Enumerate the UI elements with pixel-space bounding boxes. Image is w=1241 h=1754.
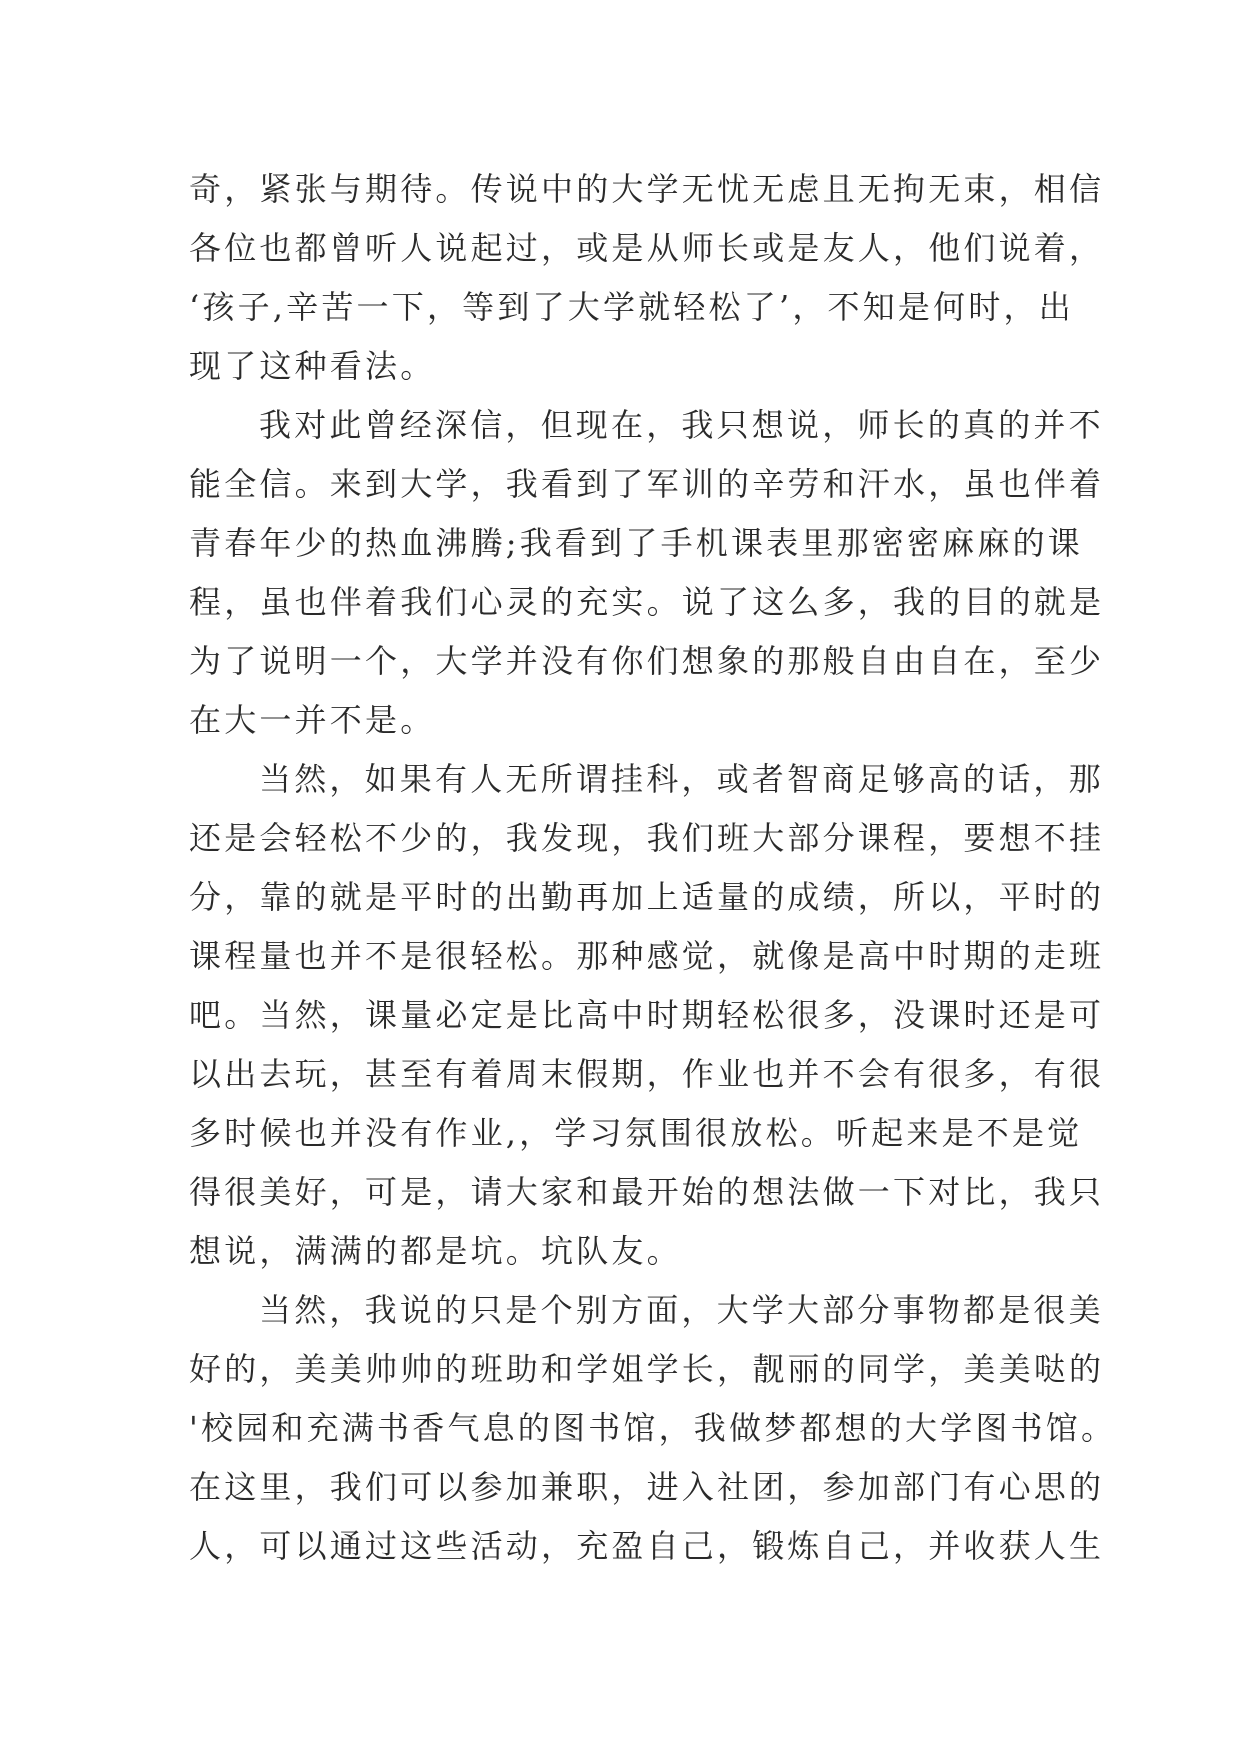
text-line: 还是会轻松不少的，我发现，我们班大部分课程，要想不挂	[189, 819, 1105, 857]
text-line: 为了说明一个，大学并没有你们想象的那般自由自在，至少	[189, 642, 1105, 680]
paragraph-first-line: 当然，如果有人无所谓挂科，或者智商足够高的话，那	[259, 760, 1104, 798]
text-line: 在大一并不是。	[189, 701, 436, 739]
text-line: 得很美好，可是，请大家和最开始的想法做一下对比，我只	[189, 1173, 1105, 1211]
text-line: '校园和充满书香气息的图书馆，我做梦都想的大学图书馆。	[189, 1409, 1117, 1447]
text-line: 程，虽也伴着我们心灵的充实。说了这么多，我的目的就是	[189, 583, 1105, 621]
text-line: 想说，满满的都是坑。坑队友。	[189, 1232, 682, 1270]
text-line: 能全信。来到大学，我看到了军训的辛劳和汗水，虽也伴着	[189, 465, 1105, 503]
text-line: 奇，紧张与期待。传说中的大学无忧无虑且无拘无束，相信	[189, 170, 1105, 208]
text-line: 人，可以通过这些活动，充盈自己，锻炼自己，并收获人生	[189, 1527, 1105, 1565]
text-line: 分，靠的就是平时的出勤再加上适量的成绩，所以，平时的	[189, 878, 1105, 916]
text-line: 以出去玩，甚至有着周末假期，作业也并不会有很多，有很	[189, 1055, 1105, 1093]
text-line: 青春年少的热血沸腾;我看到了手机课表里那密密麻麻的课	[189, 524, 1083, 562]
text-line: 现了这种看法。	[189, 347, 436, 385]
text-line: 吧。当然，课量必定是比高中时期轻松很多，没课时还是可	[189, 996, 1105, 1034]
text-line: 课程量也并不是很轻松。那种感觉，就像是高中时期的走班	[189, 937, 1105, 975]
text-line: 各位也都曾听人说起过，或是从师长或是友人，他们说着，	[189, 229, 1105, 267]
text-line: 多时候也并没有作业,，学习氛围很放松。听起来是不是觉	[189, 1114, 1083, 1152]
text-line: 好的，美美帅帅的班助和学姐学长，靓丽的同学，美美哒的	[189, 1350, 1105, 1388]
document-body	[189, 160, 1117, 1576]
text-line: ‘孩子,辛苦一下，等到了大学就轻松了’，不知是何时，出	[189, 288, 1074, 326]
text-line: 在这里，我们可以参加兼职，进入社团，参加部门有心思的	[189, 1468, 1105, 1506]
paragraph-first-line: 我对此曾经深信，但现在，我只想说，师长的真的并不	[259, 406, 1104, 444]
paragraph-first-line: 当然，我说的只是个别方面，大学大部分事物都是很美	[259, 1291, 1104, 1329]
